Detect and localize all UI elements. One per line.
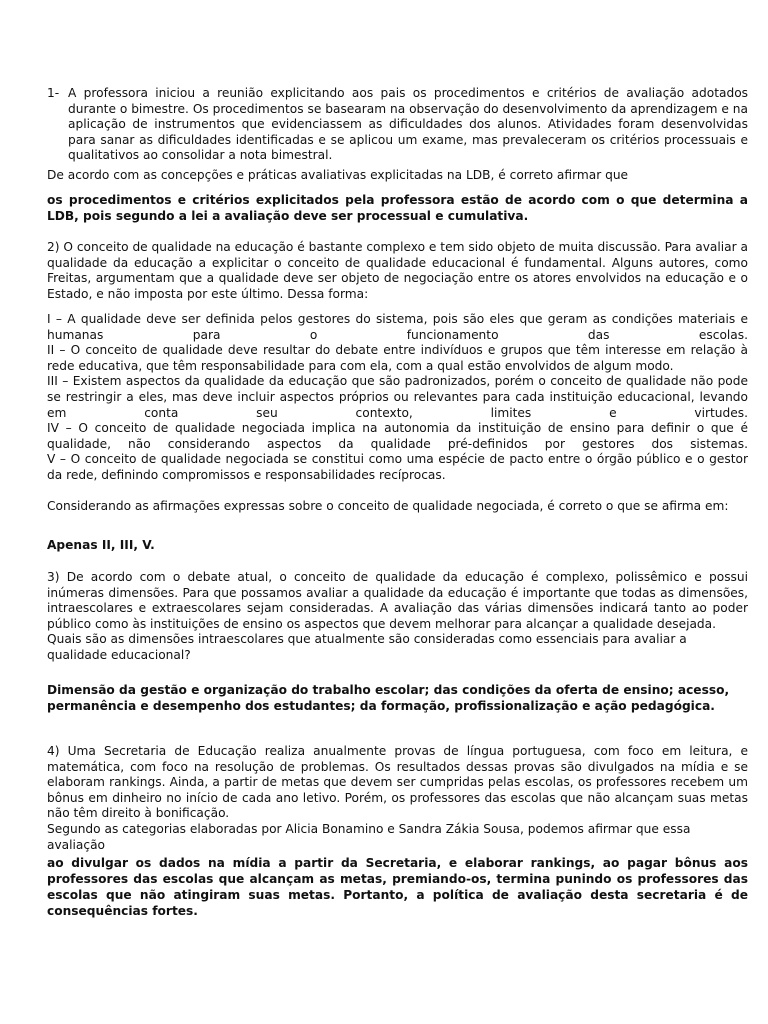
question-2-items <box>47 312 748 484</box>
question-2-answer: Apenas II, III, V. <box>47 538 155 552</box>
question-4-intro: 4) Uma Secretaria de Educação realiza anualmente provas de língua portuguesa, com foco em leitura, e matemática, com foco na resolução de problemas. Os resultados dessas provas são divulgados na mídia e se elaboram rankings. Ainda, a partir de metas que devem ser cumpridas pelas escolas, os professores recebem um bônus em dinheiro no início de cada ano letivo. Porém, os professores das escolas que não alcançam suas metas não têm direito à bonificação. <box>47 744 748 821</box>
question-3-prompt: Quais são as dimensões intraescolares que atualmente são consideradas como essenciais para avaliar a qualidade educacional? <box>47 632 687 662</box>
question-2-item-iii: III – Existem aspectos da qualidade da educação que são padronizados, porém o conceito de qualidade não pode se restringir a eles, mas deve incluir aspectos próprios ou relevantes para cada instituição educacional, levando em conta seu contexto, limites e virtudes. <box>47 374 748 420</box>
question-1-answer: os procedimentos e critérios explicitados pela professora estão de acordo com o que determina a LDB, pois segundo a lei a avaliação deve ser processual e cumulativa. <box>47 193 748 223</box>
question-2-prompt: Considerando as afirmações expressas sobre o conceito de qualidade negociada, é correto o que se afirma em: <box>47 499 729 513</box>
question-4-answer: ao divulgar os dados na mídia a partir da Secretaria, e elaborar rankings, ao pagar bônus aos professores das escolas que alcançam as metas, premiando-os, termina punindo os professores das escolas que não atingiram suas metas. Portanto, a política de avaliação desta secretaria é de consequências fortes. <box>47 856 748 918</box>
question-2-item-v: V – O conceito de qualidade negociada se constitui como uma espécie de pacto entre o órgão público e o gestor da rede, definindo compromissos e responsabilidades recíprocas. <box>47 452 748 482</box>
question-2-item-iv: IV – O conceito de qualidade negociada implica na autonomia da instituição de ensino para definir o que é qualidade, não considerando aspectos da qualidade pré-definidos por gestores dos sistemas. <box>47 421 748 451</box>
question-1-prompt: De acordo com as concepções e práticas avaliativas explicitadas na LDB, é correto afirmar que <box>47 168 629 182</box>
question-4 <box>47 744 748 853</box>
question-2-item-ii: II – O conceito de qualidade deve resultar do debate entre indivíduos e grupos que têm interesse em relação à rede educativa, que têm responsabilidade para com ela, com a qual estão envolvidos de algum modo. <box>47 343 748 373</box>
question-3-intro: 3) De acordo com o debate atual, o conceito de qualidade da educação é complexo, polissêmico e possui inúmeras dimensões. Para que possamos avaliar a qualidade da educação é importante que todas as dimensões, intraescolares e extraescolares sejam consideradas. A avaliação das várias dimensões indicará tanto ao poder público como às instituições de ensino os aspectos que devem melhorar para alcançar a qualidade desejada. <box>47 570 748 631</box>
question-2-intro: 2) O conceito de qualidade na educação é bastante complexo e tem sido objeto de muita discussão. Para avaliar a qualidade da educação a explicitar o conceito de qualidade educacional é fundamental. Alguns autores, como Freitas, argumentam que a qualidade deve ser objeto de negociação entre os atores envolvidos na educação e o Estado, e não imposta por este último. Dessa forma: <box>47 240 748 301</box>
question-3-answer: Dimensão da gestão e organização do trabalho escolar; das condições da oferta de ensino; acesso, permanência e desempenho dos estudantes; da formação, profissionalização e ação pedagógica. <box>47 683 730 713</box>
question-1 <box>47 86 748 164</box>
question-1-number: 1- <box>47 86 60 100</box>
question-1-text: A professora iniciou a reunião explicitando aos pais os procedimentos e critérios de avaliação adotados durante o bimestre. Os procedimentos se basearam na observação do desenvolvimento da aprendizagem e na aplicação de instrumentos que evidenciassem as dificuldades dos alunos. Atividades foram desenvolvidas para sanar as dificuldades identificadas e se aplicou um exame, mas prevaleceram os critérios processuais e qualitativos ao consolidar a nota bimestral. <box>68 86 748 163</box>
question-3 <box>47 570 748 664</box>
question-2-item-i: I – A qualidade deve ser definida pelos gestores do sistema, pois são eles que geram as condições materiais e humanas para o funcionamento das escolas. <box>47 312 748 342</box>
question-4-prompt: Segundo as categorias elaboradas por Alicia Bonamino e Sandra Zákia Sousa, podemos afirmar que essa avaliação <box>47 821 691 852</box>
